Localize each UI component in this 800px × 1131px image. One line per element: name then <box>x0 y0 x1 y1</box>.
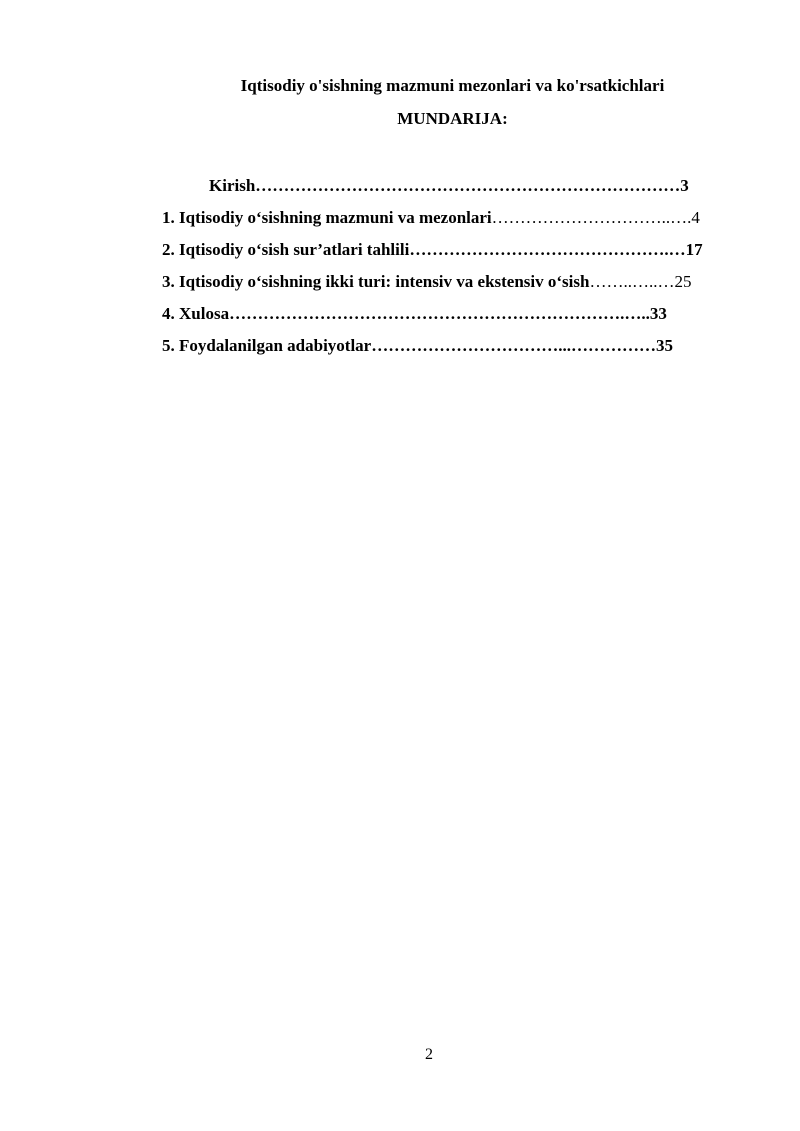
toc-entry-introduction <box>162 174 742 206</box>
document-title: Iqtisodiy o'sishning mazmuni mezonlari va ko'rsatkichlari <box>240 76 665 95</box>
toc-entry-page: 4 <box>691 208 700 227</box>
toc-entry-leader: ……………………………...…………… <box>371 336 656 355</box>
toc-entry-title: 3. Iqtisodiy o‘sishning ikki turi: intensiv va ekstensiv o‘sish <box>162 272 590 291</box>
toc-entry-page: 17 <box>685 240 703 259</box>
toc-entry-leader: ……..…..… <box>589 272 675 291</box>
toc-entry-page: 3 <box>680 176 689 195</box>
toc-entry-chapter-1 <box>162 206 742 238</box>
toc-entry-leader: …………………………………………………………….….. <box>229 304 650 323</box>
toc-entry-leader: …………………………..…. <box>491 208 692 227</box>
table-of-contents-heading: MUNDARIJA: <box>397 109 508 128</box>
toc-entry-leader: ……………………………………….… <box>409 240 686 259</box>
toc-entry-title: 1. Iqtisodiy o‘sishning mazmuni va mezonlari <box>162 208 492 227</box>
toc-entry-title: 5. Foydalanilgan adabiyotlar <box>162 336 372 355</box>
toc-entry-page: 35 <box>655 336 673 355</box>
toc-entry-conclusion <box>162 302 742 334</box>
page-number: 2 <box>425 1046 433 1063</box>
toc-entry-page: 25 <box>674 272 692 291</box>
toc-entry-page: 33 <box>649 304 667 323</box>
toc-entry-chapter-2 <box>162 238 742 270</box>
toc-entry-title: Kirish <box>209 176 256 195</box>
toc-entry-title: 2. Iqtisodiy o‘sish sur’atlari tahlili <box>162 240 410 259</box>
toc-entry-references <box>162 334 742 366</box>
table-of-contents <box>162 174 742 366</box>
toc-entry-title: 4. Xulosa <box>162 304 230 323</box>
toc-entry-chapter-3 <box>162 270 742 302</box>
toc-entry-leader: ………………………………………………………………… <box>255 176 681 195</box>
